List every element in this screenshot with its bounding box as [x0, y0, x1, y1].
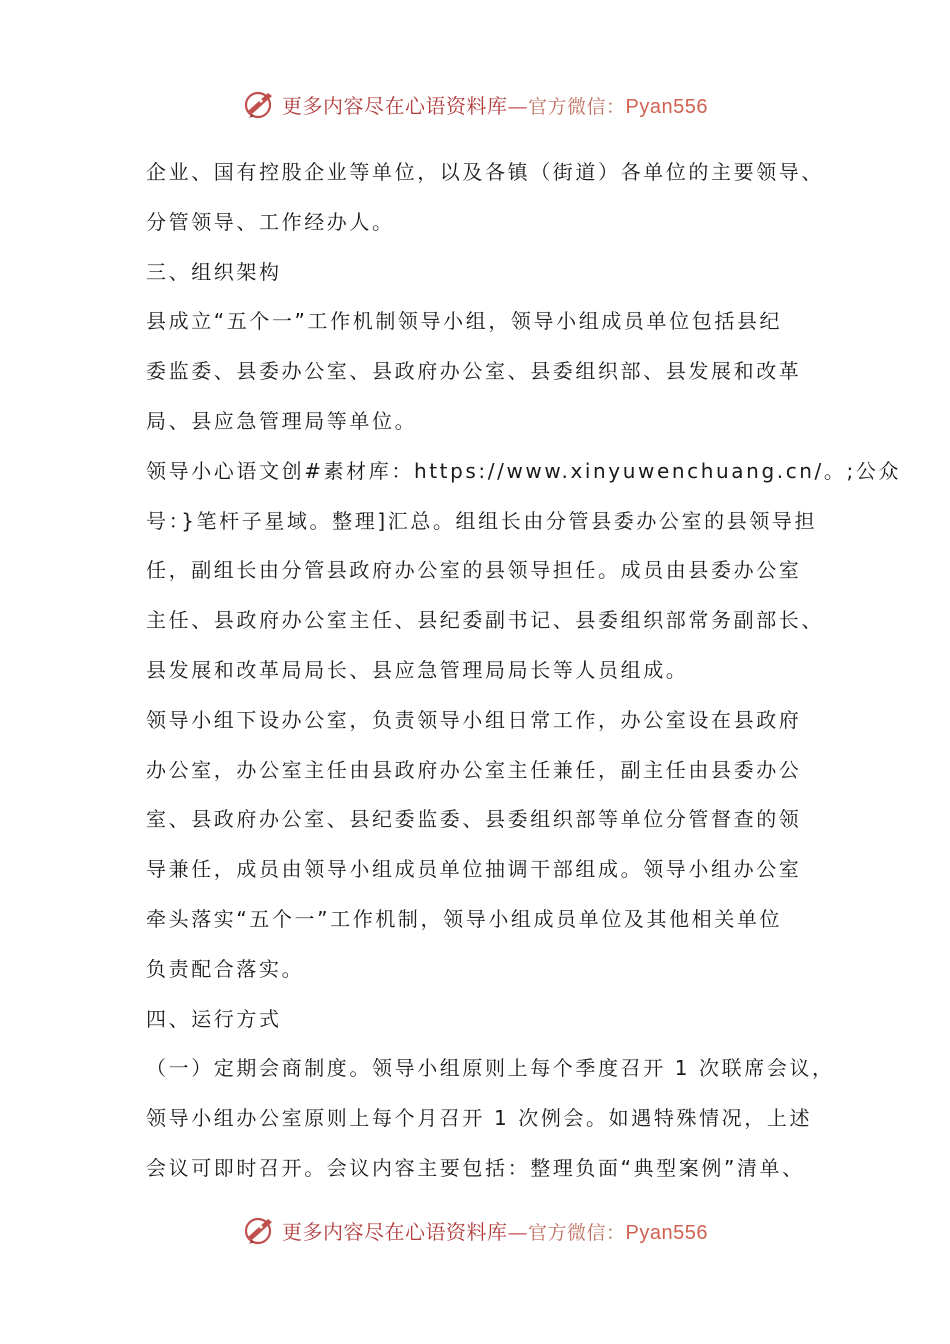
body-line-12: 领导小组下设办公室，负责领导小组日常工作，办公室设在县政府	[146, 707, 802, 732]
header-official-label: 官方微信：	[528, 95, 626, 118]
body-line-5: 委监委、县委办公室、县政府办公室、县委组织部、县发展和改革	[146, 359, 802, 384]
header-banner-inner	[242, 87, 708, 121]
footer-official-label: 官方微信：	[528, 1221, 626, 1244]
footer-banner-inner	[242, 1213, 708, 1247]
footer-dash: —	[507, 1219, 528, 1244]
body-line-2: 分管领导、工作经办人。	[146, 209, 395, 234]
header-banner-text	[282, 90, 708, 119]
header-wechat-id: Pyan556	[625, 95, 708, 118]
pen-nib-circle-icon	[242, 87, 276, 121]
body-line-13: 办公室，办公室主任由县政府办公室主任兼任，副主任由县委办公	[146, 757, 802, 782]
body-line-15: 导兼任，成员由领导小组成员单位抽调干部组成。领导小组办公室	[146, 857, 802, 882]
body-line-21: 会议可即时召开。会议内容主要包括：整理负面“典型案例”清单、	[146, 1155, 805, 1180]
body-line-6: 局、县应急管理局等单位。	[146, 408, 418, 433]
body-line-4: 县成立“五个一”工作机制领导小组，领导小组成员单位包括县纪	[146, 309, 783, 334]
body-line-20: 领导小组办公室原则上每个月召开 1 次例会。如遇特殊情况，上述	[146, 1106, 813, 1131]
body-line-19: （一）定期会商制度。领导小组原则上每个季度召开 1 次联席会议，	[146, 1056, 835, 1081]
footer-wechat-id: Pyan556	[625, 1221, 708, 1244]
body-line-16: 牵头落实“五个一”工作机制，领导小组成员单位及其他相关单位	[146, 906, 783, 931]
body-line-1: 企业、国有控股企业等单位，以及各镇（街道）各单位的主要领导、	[146, 160, 824, 184]
body-line-11: 县发展和改革局局长、县应急管理局局长等人员组成。	[146, 657, 689, 682]
section-heading-organization: 三、组织架构	[146, 259, 282, 284]
header-brand-text: 更多内容尽在心语资料库	[282, 93, 508, 118]
body-line-14: 室、县政府办公室、县纪委监委、县委组织部等单位分管督查的领	[146, 807, 802, 832]
footer-banner	[0, 1210, 950, 1250]
footer-brand-text: 更多内容尽在心语资料库	[282, 1219, 508, 1244]
footer-banner-text	[282, 1216, 708, 1245]
body-line-10: 主任、县政府办公室主任、县纪委副书记、县委组织部常务副部长、	[146, 608, 824, 633]
body-line-7: 领导小心语文创#素材库：https://www.xinyuwenchuang.cn/。;公众	[146, 458, 902, 483]
header-dash: —	[507, 93, 528, 118]
body-line-17: 负责配合落实。	[146, 956, 305, 981]
body-line-8: 号：}笔杆子星域。整理]汇总。组组长由分管县委办公室的县领导担	[146, 508, 818, 533]
body-line-9: 任，副组长由分管县政府办公室的县领导担任。成员由县委办公室	[146, 558, 802, 583]
document-body	[146, 148, 902, 1194]
section-heading-operation: 四、运行方式	[146, 1006, 282, 1031]
pen-nib-circle-icon	[242, 1213, 276, 1247]
header-banner	[0, 84, 950, 124]
